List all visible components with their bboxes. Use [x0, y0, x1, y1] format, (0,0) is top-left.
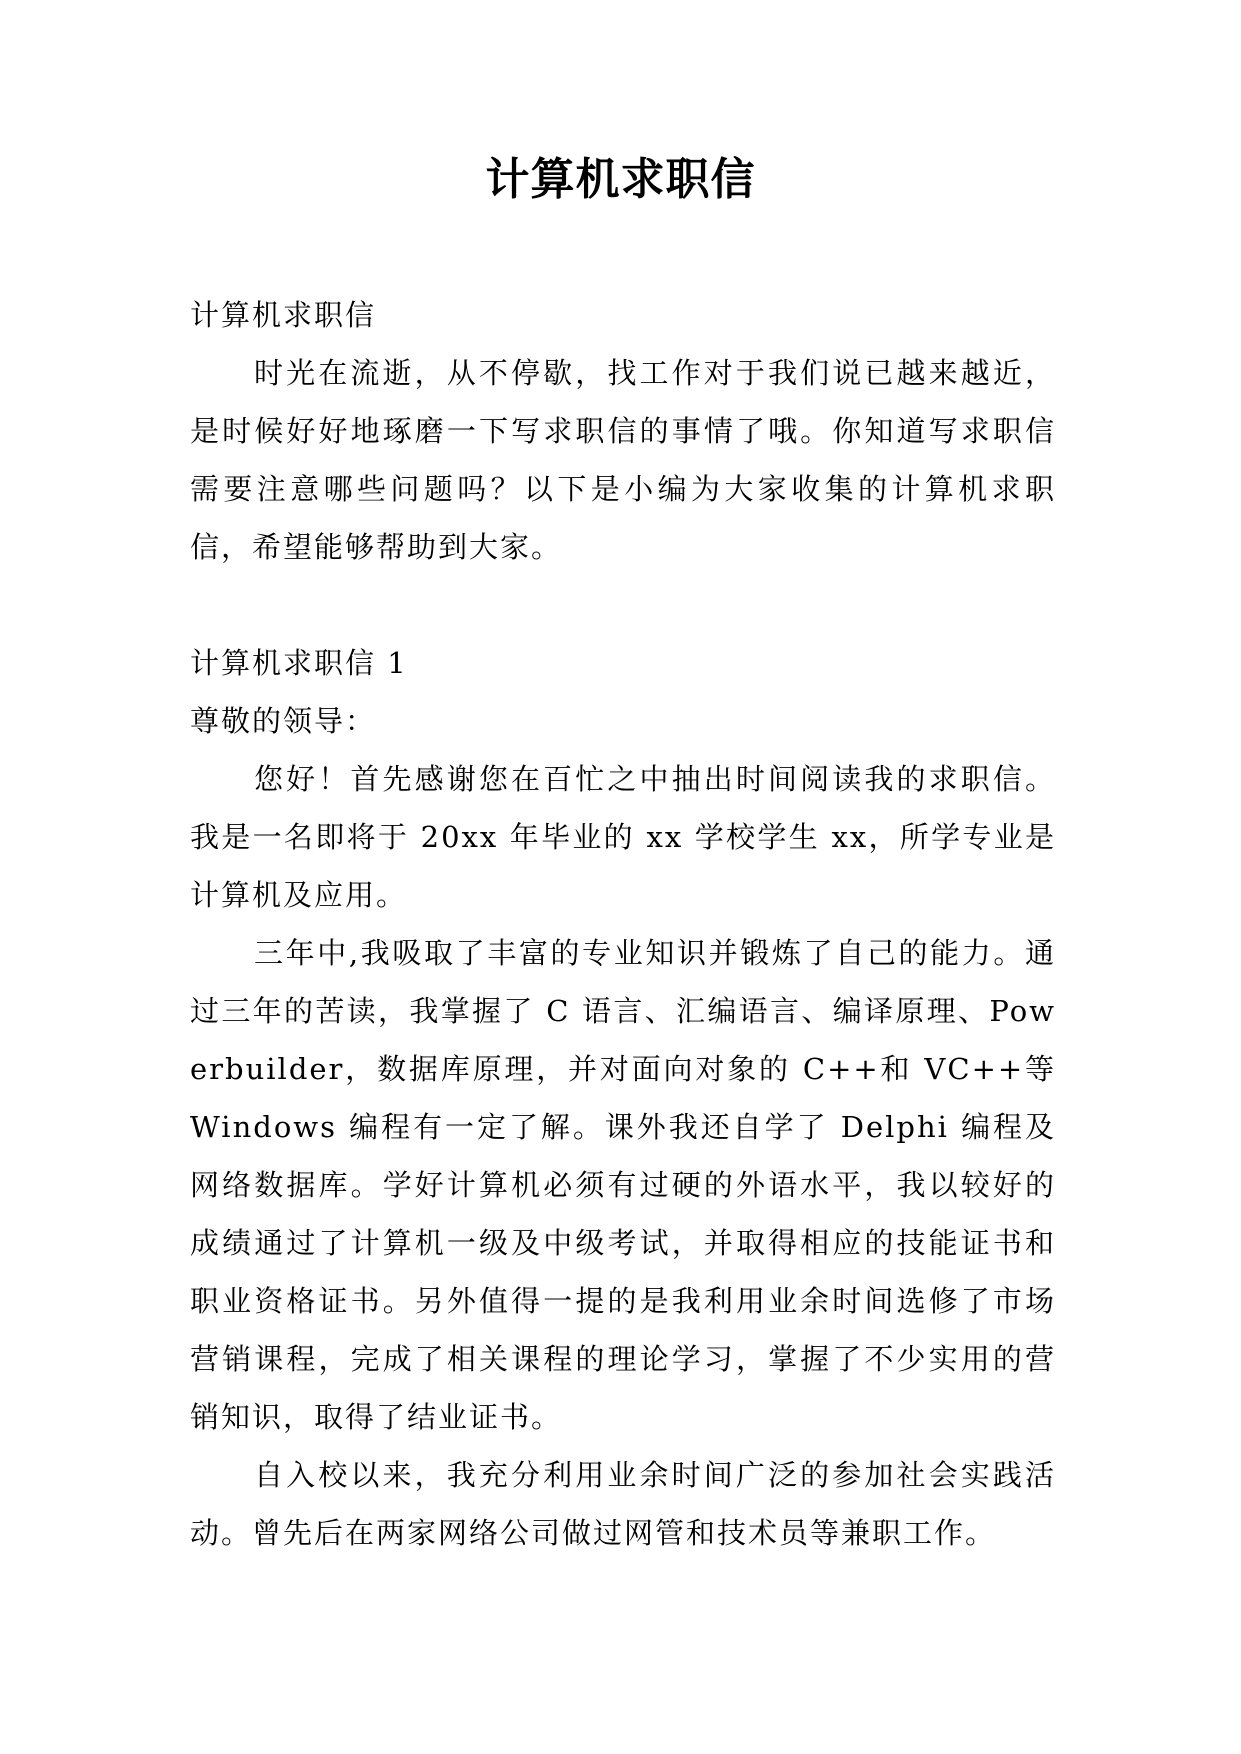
intro-paragraph: 时光在流逝，从不停歇，找工作对于我们说已越来越近，是时候好好地琢磨一下写求职信的事情了哦。你知道写求职信需要注意哪些问题吗？以下是小编为大家收集的计算机求职信，希望能够帮助到大家。 — [190, 356, 1056, 564]
intro-heading: 计算机求职信 — [190, 298, 377, 332]
salutation: 尊敬的领导： — [190, 704, 377, 738]
body-paragraph: 您好！首先感谢您在百忙之中抽出时间阅读我的求职信。我是一名即将于 20xx 年毕业的 xx 学校学生 xx，所学专业是计算机及应用。 — [190, 762, 1056, 912]
body-paragraph: 三年中,我吸取了丰富的专业知识并锻炼了自己的能力。通过三年的苦读，我掌握了 C 语言、汇编语言、编译原理、Powerbuilder，数据库原理，并对面向对象的 C++和 VC++等 Windows 编程有一定了解。课外我还自学了 Delphi 编程及网络数据库。学好计算机必须有过硬的外语水平，我以较好的成绩通过了计算机一级及中级考试，并取得相应的技能证书和职业资格证书。另外值得一提的是我利用业余时间选修了市场营销课程，完成了相关课程的理论学习，掌握了不少实用的营销知识，取得了结业证书。 — [190, 936, 1056, 1434]
section-spacer — [190, 576, 1056, 634]
document-body — [190, 286, 1056, 1562]
letter-heading: 计算机求职信 1 — [190, 646, 408, 680]
body-paragraph: 自入校以来，我充分利用业余时间广泛的参加社会实践活动。曾先后在两家网络公司做过网管和技术员等兼职工作。 — [190, 1458, 1056, 1550]
document-title: 计算机求职信 — [485, 154, 756, 205]
